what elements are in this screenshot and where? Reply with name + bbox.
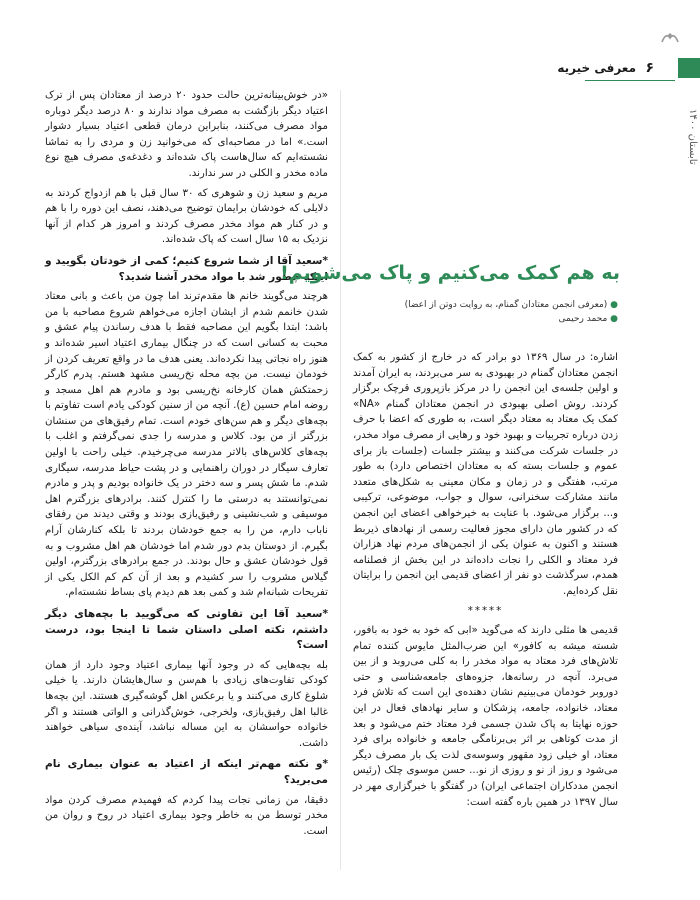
section-separator: *****	[467, 605, 504, 617]
page-number: ۶	[645, 60, 654, 76]
intro-quote: «در خوش‌بینانه‌ترین حالت حدود ۲۰ درصد از معتادان پس از ترک اعتیاد دیگر بازگشت به مصرف مواد ندارند و ۸۰ درصد دیگر دوباره مواد مصرف می‌کنند، بنابراین درمان قطعی اعتیاد بسیار دشوار است.» اما در مصاحبه‌ای که می‌خوانید زن و مردی را به تماشا نشسته‌ایم که سال‌هاست پاک شده‌اند و دغدغه‌ی مصرف هیچ نوع ماده مخدر و الکلی در سر ندارند.	[45, 90, 328, 179]
intro-paragraph: مریم و سعید زن و شوهری که ۳۰ سال قبل با هم ازدواج کردند به دلایلی که خودشان برایمان توضیح می‌دهند، نصف این دوره را با هم و در کنار هم مواد مخدر مصرف کردند و امروز هر کدام از آنها نزدیک به ۱۵ سال است که پاک شده‌اند.	[45, 187, 328, 246]
question-3: *و نکته مهم‌تر اینکه از اعتیاد به عنوان بیماری نام می‌برید؟	[45, 758, 328, 786]
header-rule	[585, 80, 675, 81]
lead-paragraph: اشاره: در سال ۱۳۶۹ دو برادر که در خارج از کشور به کمک انجمن معتادان گمنام در بهبودی به سر می‌بردند، به ایران آمدند و اولین جلسه‌ی این انجمن را در مرکز بازپروری قرچک برگزار کردند. روش اصلی بهبودی در انجمن معتادان گمنام «NA» کمک یک معتاد به معتاد دیگر است، به طوری که اعضا با حرف زدن درباره تجربیات و بهبود خود و رهایی از مصرف مواد مخدر، در جلسات شرکت می‌کنند و بیشتر جلسات (جلسات باز برای عموم و جلسات بسته که به معتادان اختصاص دارد) به طور مرتب، هفتگی و در زمان و مکان معینی به شکل‌های متعدد مانند مشارکت سخنرانی، سوال و جواب، موضوعی، ترکیبی و... برگزار می‌شود. با عنایت به خیرخواهی اعضای این انجمن که در کشور مان دارای مجوز فعالیت رسمی از نهادهای ذیربط هستند و اکنون به عنوان یکی از انجمن‌های مردم نهاد هزاران فرد معتاد و الکلی را نجات داده‌اند در این بخش از فصلنامه همدم، سرگذشت دو نفر از اعضای قدیمی این انجمن را برایتان نقل کرده‌ایم.	[353, 352, 618, 597]
credit-author: محمد رحیمی	[558, 314, 608, 324]
body-paragraph: قدیمی ها مثلی دارند که می‌گوید «ابی که خود به خود به بافور، شسته میشه به کافور» این ضرب‌المثل مایوس کننده تمام تلاش‌های فرد معتاد به مواد مخدر را به کلی می‌روبد و از بین می‌برد. آنچه در رسانه‌ها، جزوه‌های جامعه‌شناسی و حتی دوروبر خودمان می‌بینیم نشان دهنده‌ی این است که تلاش فرد معتاد، خانواده، جامعه، پزشکان و سایر نهادهای فعال در این حوزه نهایتا به پاک شدن جسمی فرد معتاد ختم می‌شود و بعد از مدت کوتاهی بر اثر بی‌برنامگی جامعه و خانواده برای فرد معتاد، او خیلی زود مقهور وسوسه‌ی لذت یک بار مصرف دیگر می‌شود و روز از نو و روزی از نو... حسن موسوی چلک (رئیس انجمن مددکاران اجتماعی ایران) در گفتگو با خبرگزاری مهر در سال ۱۳۹۷ در همین باره گفته است:	[353, 625, 618, 808]
credit-subtitle: (معرفی انجمن معتادان گمنام، به روایت دوتن از اعضا)	[404, 300, 608, 310]
article-credit	[405, 298, 618, 326]
bullet-icon: ●	[607, 314, 618, 324]
right-column	[353, 350, 618, 814]
section-title: معرفی خیریه	[557, 61, 636, 75]
issue-label: تابستان ۱۴۰۰	[687, 109, 698, 165]
page-header	[557, 58, 680, 80]
bullet-icon: ●	[607, 300, 618, 310]
question-1: *سعید آقا از شما شروع کنیم؛ کمی از خودتان بگویید و اینکه چطور شد با مواد مخدر آشنا شدید؟	[45, 254, 328, 283]
magazine-logo-icon	[660, 30, 680, 46]
section-color-bar	[678, 58, 700, 78]
answer-3: دقیقا، من زمانی نجات پیدا کردم که فهمیدم مصرف کردن مواد مخدر توسط من به خاطر وجود بیماری اعتیاد در روح و روان من است.	[45, 794, 328, 837]
column-divider	[340, 90, 341, 870]
left-column	[45, 88, 328, 843]
answer-2: بله بچه‌هایی که در وجود آنها بیماری اعتیاد وجود دارد از همان کودکی تفاوت‌های زیادی با هم‌سن و سال‌هایشان دارند. یا خیلی شلوغ کاری می‌کنند و یا برعکس اهل گوشه‌گیری هستند. این بچه‌ها غالبا اهل رفیق‌بازی، ولخرجی، خوش‌گذرانی و الواتی هستند و اگر خانواده حواسشان به این مساله نباشد، آینده‌ی سیاهی خواهند داشت.	[45, 659, 328, 749]
answer-1: هرچند می‌گویند خانم ها مقدم‌ترند اما چون من باعث و بانی معتاد شدن خانمم شدم از ایشان اجازه می‌خواهم شروع مصاحبه با من باشد: ابتدا بگویم این مصاحبه فقط با هدف رساندن پیام عشق و محبت به کسانی است که در چنگال بیماری اعتیاد اسیر شده‌اند و هنوز راه نجاتی پیدا نکرده‌اند. یعنی هدف ما در واقع تعریف کردن از خودمان نیست. من بچه محله نخ‌ریسی مشهد هستم. پدرم کارگر زحمتکش همان کارخانه نخ‌ریسی بود و مادرم هم اهل مسجد و روضه امام حسین (ع). آنچه من از سنین کودکی یادم است تفاوتم با بچه‌های دیگر و هم سن‌های خودم است. تمام رفیق‌های من سنشان بزرگتر از من بود. کلاس و مدرسه را جدی نمی‌گرفتم و اغلب با بچه‌های کلاس‌های بالاتر مدرسه می‌چرخیدم. خیلی راحت با اولین تعارف سیگار در دوران راهنمایی و در پشت حیاط مدرسه، سیگاری شدم. ما شش پسر و سه دختر در یک خانواده بودیم و پدر و مادرم نمی‌توانستند به درستی ما را کنترل کنند. برادرهای بزرگترم اهل موسیقی و شب‌نشینی و رفیق‌بازی بودند و وقتی دیدند من رفقای ناباب دارم، من را به جمع خودشان بردند تا بلکه کنارشان آرام بگیرم. از دوستان بدم دور شدم اما خودشان هم اهل مشروب و به قول خودشان عشق و حال بودند. در جمع برادرهای بزرگترم، اولین گیلاس مشروب را سر کشیدم و بعد از آن کم کم الکل یکی از تفریحات شبانه‌ام شد و کمی بعد هم دیدم پای بساط نشسته‌ام.	[45, 291, 328, 599]
question-2: *سعید آقا این تفاوتی که می‌گویید با بچه‌های دیگر داشتم، نکته اصلی داستان شما تا اینجا بود، درست است؟	[45, 608, 328, 652]
article-headline: به هم کمک می‌کنیم و پاک می‌شویم!	[280, 262, 620, 284]
